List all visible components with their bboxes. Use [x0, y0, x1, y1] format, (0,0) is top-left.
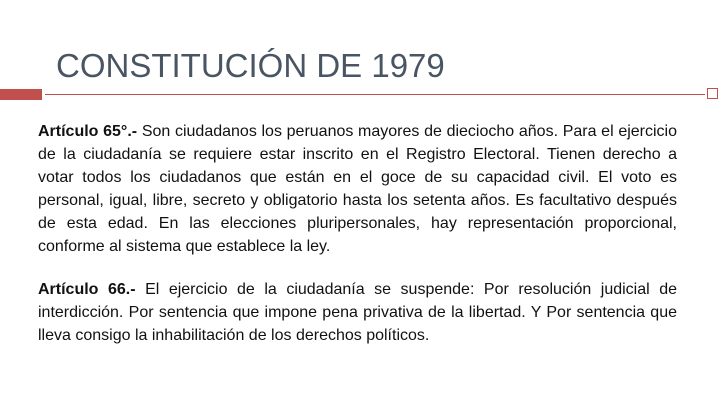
title-accent-square	[0, 89, 42, 100]
title-divider-end-square	[707, 88, 718, 99]
article-65-label: Artículo 65°.-	[38, 123, 138, 140]
article-66-label: Artículo 66.-	[38, 281, 136, 298]
title-divider-line	[45, 94, 705, 95]
slide-body	[38, 120, 677, 347]
article-65	[38, 120, 677, 258]
article-66-text: El ejercicio de la ciudadanía se suspende: Por resolución judicial de interdicción. Por sentencia que impone pena privativa de la libertad. Y Por sentencia que lleva consigo la inhabilitación de los derechos políticos.	[38, 281, 677, 344]
slide-title: CONSTITUCIÓN DE 1979	[56, 47, 445, 84]
article-66	[38, 278, 677, 347]
article-65-text: Son ciudadanos los peruanos mayores de dieciocho años. Para el ejercicio de la ciudadanía se requiere estar inscrito en el Registro Electoral. Tienen derecho a votar todos los ciudadanos que están en el goce de su capacidad civil. El voto es personal, igual, libre, secreto y obligatorio hasta los setenta años. Es facultativo después de esta edad. En las elecciones pluripersonales, hay representación proporcional, conforme al sistema que establece la ley.	[38, 123, 678, 255]
